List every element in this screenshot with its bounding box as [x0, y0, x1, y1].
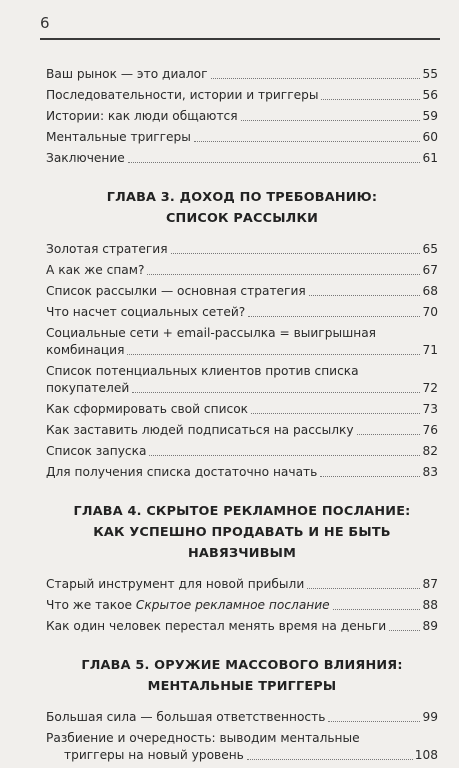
- toc-entry[interactable]: [46, 618, 438, 635]
- toc-entry-page: 59: [422, 109, 438, 123]
- toc-entry-title: Список запуска: [46, 444, 147, 458]
- toc-entry[interactable]: [46, 262, 438, 279]
- toc-entry[interactable]: [46, 597, 438, 614]
- chapter-heading-line: ГЛАВА 5. ОРУЖИЕ МАССОВОГО ВЛИЯНИЯ:: [81, 658, 403, 673]
- leader-dots: [389, 630, 420, 631]
- leader-dots: [248, 316, 420, 317]
- toc-entry-page: 60: [422, 130, 438, 144]
- toc-entry-page: 83: [422, 465, 438, 479]
- toc-entry-page: 65: [422, 242, 438, 256]
- toc-entry[interactable]: [46, 87, 438, 104]
- header-rule: [40, 38, 440, 40]
- toc-entry-title: Истории: как люди общаются: [46, 109, 238, 123]
- chapter-heading: [46, 655, 438, 697]
- toc-entry[interactable]: [46, 576, 438, 593]
- toc-entry-page: 61: [422, 151, 438, 165]
- toc-entry-page: 55: [422, 67, 438, 81]
- toc-entry-page: 76: [422, 423, 438, 437]
- toc-entry[interactable]: [46, 150, 438, 167]
- page-number: 6: [40, 14, 50, 32]
- leader-dots: [307, 588, 420, 589]
- toc-entry-title-line: триггеры на новый уровень: [64, 748, 244, 762]
- toc-entry[interactable]: [46, 129, 438, 146]
- toc-entry-page: 56: [422, 88, 438, 102]
- leader-dots: [321, 99, 420, 100]
- toc-entry-page: 68: [422, 284, 438, 298]
- leader-dots: [132, 392, 420, 393]
- toc-entry[interactable]: [46, 108, 438, 125]
- leader-dots: [194, 141, 421, 142]
- toc-entry[interactable]: [46, 401, 438, 418]
- leader-dots: [320, 476, 420, 477]
- toc-entry-title: А как же спам?: [46, 263, 145, 277]
- toc-entry-page: 72: [422, 381, 438, 395]
- toc-entry-title: Ментальные триггеры: [46, 130, 191, 144]
- leader-dots: [149, 455, 420, 456]
- chapter-heading: [46, 187, 438, 229]
- toc-entry-page: 89: [422, 619, 438, 633]
- leader-dots: [211, 78, 421, 79]
- toc-entry[interactable]: [46, 464, 438, 481]
- chapter-heading-line: КАК УСПЕШНО ПРОДАВАТЬ И НЕ БЫТЬ НАВЯЗЧИВЫМ: [93, 525, 391, 561]
- leader-dots: [309, 295, 421, 296]
- leader-dots: [251, 413, 420, 414]
- toc-entry-title-line: покупателей: [46, 381, 130, 395]
- toc-entry-title-line: Социальные сети + email-рассылка = выигрышная: [46, 326, 376, 340]
- chapter-heading-line: ГЛАВА 3. ДОХОД ПО ТРЕБОВАНИЮ:: [106, 190, 378, 205]
- chapter-heading-line: ГЛАВА 4. СКРЫТОЕ РЕКЛАМНОЕ ПОСЛАНИЕ:: [73, 504, 411, 519]
- toc-entry-title-prefix: Что же такое: [46, 598, 136, 612]
- leader-dots: [241, 120, 421, 121]
- toc-entry-page: 70: [422, 305, 438, 319]
- toc-entry-page: 88: [422, 598, 438, 612]
- toc-entry[interactable]: [46, 241, 438, 258]
- toc-entry-title: Как сформировать свой список: [46, 402, 249, 416]
- toc-entry-page: 108: [414, 748, 438, 762]
- toc-entry-title: Что насчет социальных сетей?: [46, 305, 246, 319]
- toc-entry[interactable]: [46, 730, 438, 764]
- leader-dots: [333, 609, 421, 610]
- leader-dots: [127, 354, 420, 355]
- toc-entry[interactable]: [46, 66, 438, 83]
- leader-dots: [128, 162, 421, 163]
- toc-entry[interactable]: [46, 709, 438, 726]
- toc-entry[interactable]: [46, 363, 438, 397]
- toc-entry-title: Как один человек перестал менять время на деньги: [46, 619, 387, 633]
- chapter-heading-line: МЕНТАЛЬНЫЕ ТРИГГЕРЫ: [147, 679, 337, 694]
- toc-entry-page: 99: [422, 710, 438, 724]
- toc-entry-title: Ваш рынок — это диалог: [46, 67, 208, 81]
- toc-entry-title-line: Список потенциальных клиентов против списка: [46, 364, 359, 378]
- toc-entry-title: Для получения списка достаточно начать: [46, 465, 318, 479]
- leader-dots: [328, 721, 420, 722]
- leader-dots: [357, 434, 421, 435]
- toc-entry[interactable]: [46, 422, 438, 439]
- toc-entry-title-line: комбинация: [46, 343, 125, 357]
- toc-entry[interactable]: [46, 443, 438, 460]
- toc-entry-page: 67: [422, 263, 438, 277]
- toc-entry-title: Как заставить людей подписаться на рассылку: [46, 423, 354, 437]
- leader-dots: [247, 759, 413, 760]
- toc-entry-page: 73: [422, 402, 438, 416]
- toc-entry[interactable]: [46, 304, 438, 321]
- toc-entry-title: Список рассылки — основная стратегия: [46, 284, 306, 298]
- toc-entry-title: Золотая стратегия: [46, 242, 168, 256]
- chapter-heading-line: СПИСОК РАССЫЛКИ: [165, 211, 319, 226]
- toc-entry[interactable]: [46, 283, 438, 300]
- toc-entry-title-line: Разбиение и очередность: выводим ментальные: [46, 731, 360, 745]
- toc-entry-page: 87: [422, 577, 438, 591]
- table-of-contents: [46, 66, 438, 768]
- toc-entry-title: Последовательности, истории и триггеры: [46, 88, 319, 102]
- chapter-heading: [46, 501, 438, 564]
- toc-entry[interactable]: [46, 325, 438, 359]
- toc-entry-page: 71: [422, 343, 438, 357]
- toc-entry-title: [46, 597, 330, 614]
- leader-dots: [171, 253, 421, 254]
- toc-entry-title-italic: Скрытое рекламное послание: [135, 598, 330, 612]
- leader-dots: [147, 274, 420, 275]
- toc-entry-title: Заключение: [46, 151, 125, 165]
- toc-entry-page: 82: [422, 444, 438, 458]
- toc-entry-title: Большая сила — большая ответственность: [46, 710, 326, 724]
- toc-entry-title: Старый инструмент для новой прибыли: [46, 577, 305, 591]
